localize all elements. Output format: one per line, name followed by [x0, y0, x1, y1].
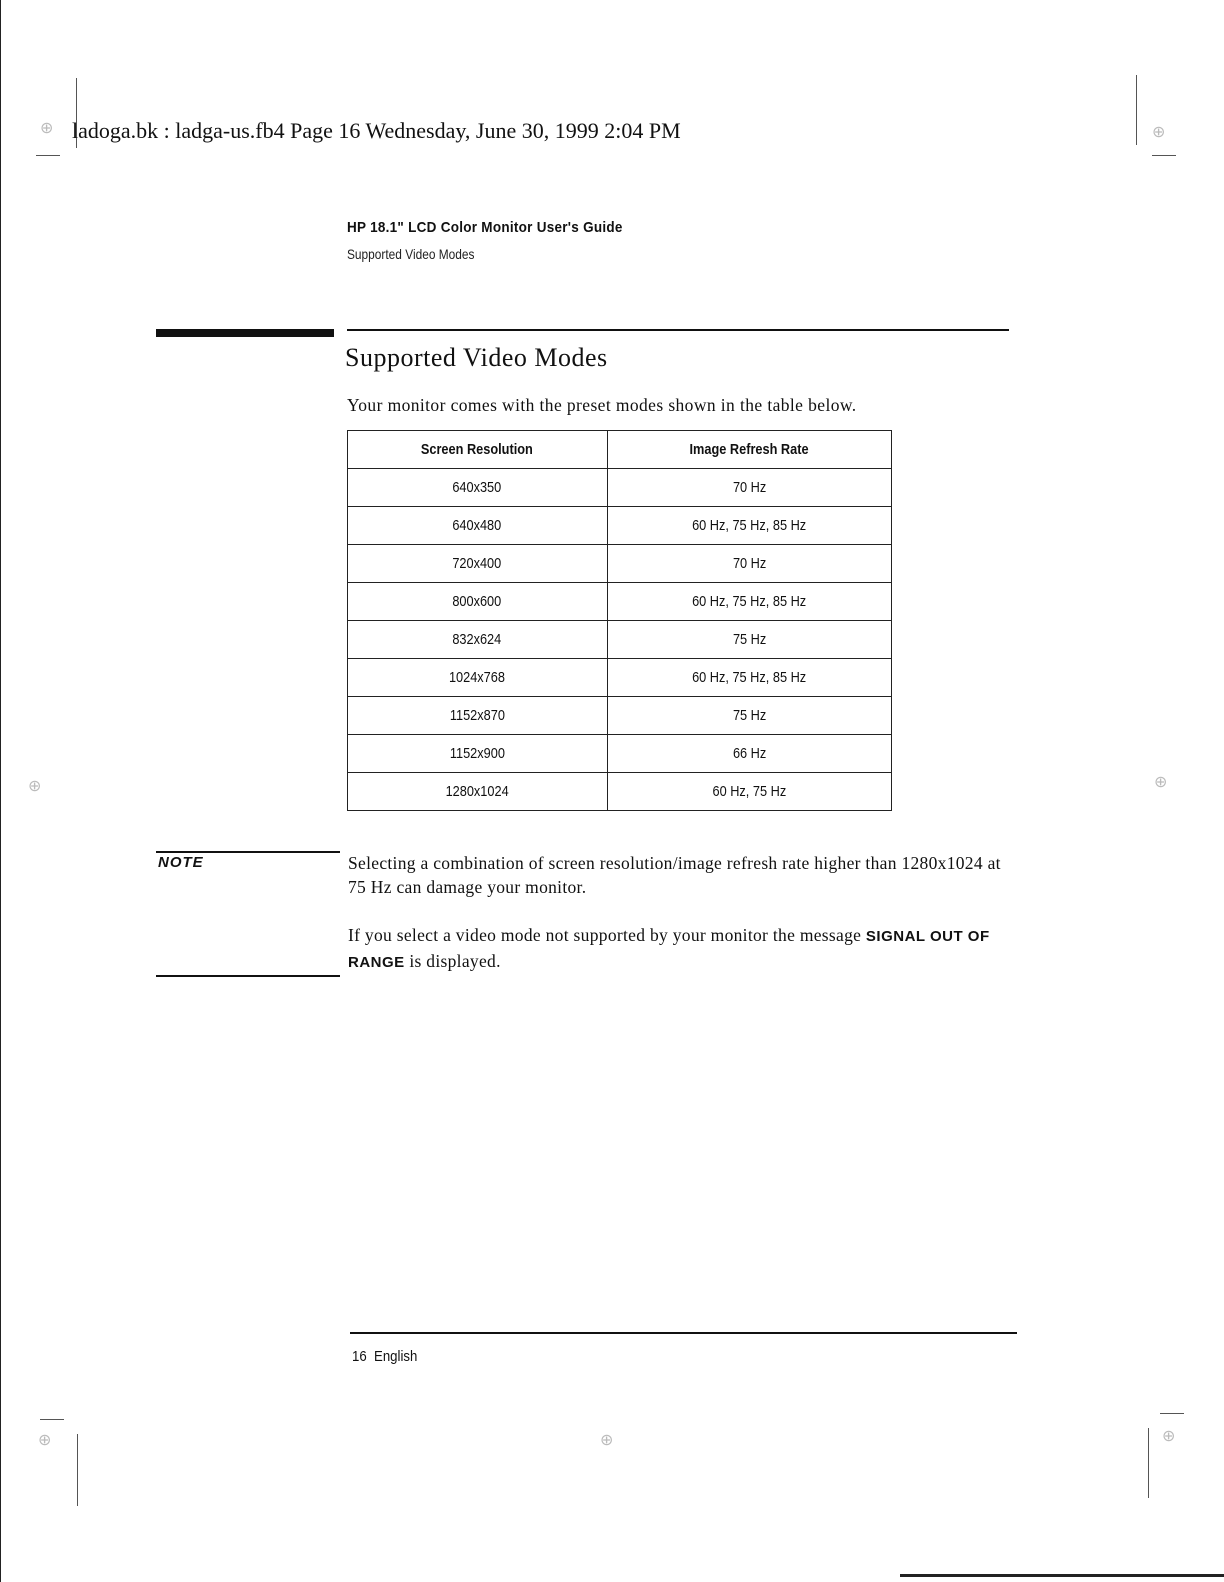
- footer-language: English: [374, 1348, 418, 1365]
- refresh-rate-cell: [607, 545, 891, 583]
- table-row: [348, 621, 892, 659]
- refresh-rate-cell: [607, 507, 891, 545]
- crop-mark-bottom-left-vertical: [77, 1434, 78, 1506]
- resolution-cell: [348, 659, 608, 697]
- table-row: [348, 697, 892, 735]
- page-edge-left: [0, 0, 1, 1582]
- registration-mark-mid-left-icon: ⊕: [28, 776, 42, 795]
- crop-mark-top-right-horizontal: [1152, 155, 1176, 156]
- table-row: [348, 773, 892, 811]
- refresh-rate-value: 60 Hz, 75 Hz, 85 Hz: [692, 593, 807, 610]
- resolution-cell: [348, 469, 608, 507]
- resolution-cell: [348, 507, 608, 545]
- resolution-value: 1280x1024: [445, 783, 509, 800]
- note-label: NOTE: [158, 854, 204, 871]
- table-row: [348, 659, 892, 697]
- column-header-resolution-text: Screen Resolution: [421, 441, 534, 458]
- registration-mark-bottom-right-icon: ⊕: [1162, 1426, 1176, 1445]
- note-paragraph-2: [348, 923, 1018, 975]
- refresh-rate-cell: [607, 583, 891, 621]
- resolution-value: 832x624: [452, 631, 502, 648]
- section-rule: [347, 329, 1009, 331]
- resolution-value: 720x400: [452, 555, 502, 572]
- resolution-cell: [348, 773, 608, 811]
- refresh-rate-cell: [607, 621, 891, 659]
- column-header-refresh-rate-text: Image Refresh Rate: [689, 441, 809, 458]
- refresh-rate-value: 66 Hz: [732, 745, 766, 762]
- running-header-title: HP 18.1" LCD Color Monitor User's Guide: [347, 219, 623, 236]
- note-paragraph-2-tail: is displayed.: [404, 951, 501, 971]
- refresh-rate-value: 60 Hz, 75 Hz: [712, 783, 787, 800]
- section-marker-bar: [156, 329, 334, 337]
- refresh-rate-value: 75 Hz: [732, 707, 766, 724]
- refresh-rate-value: 75 Hz: [732, 631, 766, 648]
- resolution-value: 640x480: [452, 517, 502, 534]
- crop-mark-bottom-left-horizontal: [40, 1419, 64, 1420]
- resolution-value: 1152x870: [449, 707, 505, 724]
- running-header-subtitle: Supported Video Modes: [347, 246, 475, 262]
- table-row: [348, 545, 892, 583]
- registration-mark-bottom-left-icon: ⊕: [38, 1430, 52, 1449]
- resolution-value: 1024x768: [449, 669, 506, 686]
- refresh-rate-value: 70 Hz: [732, 555, 766, 572]
- page-footer: [352, 1348, 417, 1365]
- section-intro: Your monitor comes with the preset modes shown in the table below.: [347, 395, 857, 415]
- resolution-value: 1152x900: [449, 745, 505, 762]
- crop-mark-top-right-vertical: [1136, 75, 1137, 145]
- refresh-rate-value: 60 Hz, 75 Hz, 85 Hz: [692, 517, 807, 534]
- crop-mark-top-left-horizontal: [36, 155, 60, 156]
- table-header-row: [348, 431, 892, 469]
- refresh-rate-cell: [607, 469, 891, 507]
- footer-rule: [350, 1332, 1017, 1334]
- resolution-value: 640x350: [452, 479, 502, 496]
- crop-mark-bottom-right-vertical: [1148, 1428, 1149, 1498]
- resolution-cell: [348, 621, 608, 659]
- refresh-rate-value: 60 Hz, 75 Hz, 85 Hz: [692, 669, 807, 686]
- note-rule-top: [156, 851, 340, 853]
- registration-mark-mid-right-icon: ⊕: [1154, 772, 1168, 791]
- section-heading: Supported Video Modes: [345, 343, 608, 372]
- signal-out-of-range-message: SIGNAL OUT OF RANGE: [348, 928, 990, 971]
- refresh-rate-cell: [607, 697, 891, 735]
- resolution-cell: [348, 697, 608, 735]
- table-row: [348, 583, 892, 621]
- resolution-cell: [348, 735, 608, 773]
- column-header-refresh-rate: [607, 431, 891, 469]
- note-paragraph-2-text: If you select a video mode not supported by your monitor the message: [348, 925, 866, 945]
- note-paragraph-1: Selecting a combination of screen resolution/image refresh rate higher than 1280x1024 at 75 Hz can damage your monitor.: [348, 853, 1001, 897]
- table-row: [348, 507, 892, 545]
- registration-mark-top-right-icon: ⊕: [1152, 122, 1166, 141]
- video-modes-table: [347, 430, 892, 811]
- print-slug: ladoga.bk : ladga-us.fb4 Page 16 Wednesday, June 30, 1999 2:04 PM: [72, 118, 681, 143]
- page-edge-bottom: [900, 1574, 1224, 1577]
- registration-mark-bottom-center-icon: ⊕: [600, 1430, 614, 1449]
- page-number: 16: [352, 1348, 367, 1365]
- resolution-value: 800x600: [452, 593, 502, 610]
- column-header-resolution: [348, 431, 608, 469]
- refresh-rate-value: 70 Hz: [732, 479, 766, 496]
- registration-mark-top-left-icon: ⊕: [40, 118, 54, 137]
- crop-mark-bottom-right-horizontal: [1160, 1413, 1184, 1414]
- refresh-rate-cell: [607, 735, 891, 773]
- table-row: [348, 469, 892, 507]
- resolution-cell: [348, 545, 608, 583]
- note-rule-bottom: [156, 975, 340, 977]
- table-row: [348, 735, 892, 773]
- refresh-rate-cell: [607, 659, 891, 697]
- resolution-cell: [348, 583, 608, 621]
- refresh-rate-cell: [607, 773, 891, 811]
